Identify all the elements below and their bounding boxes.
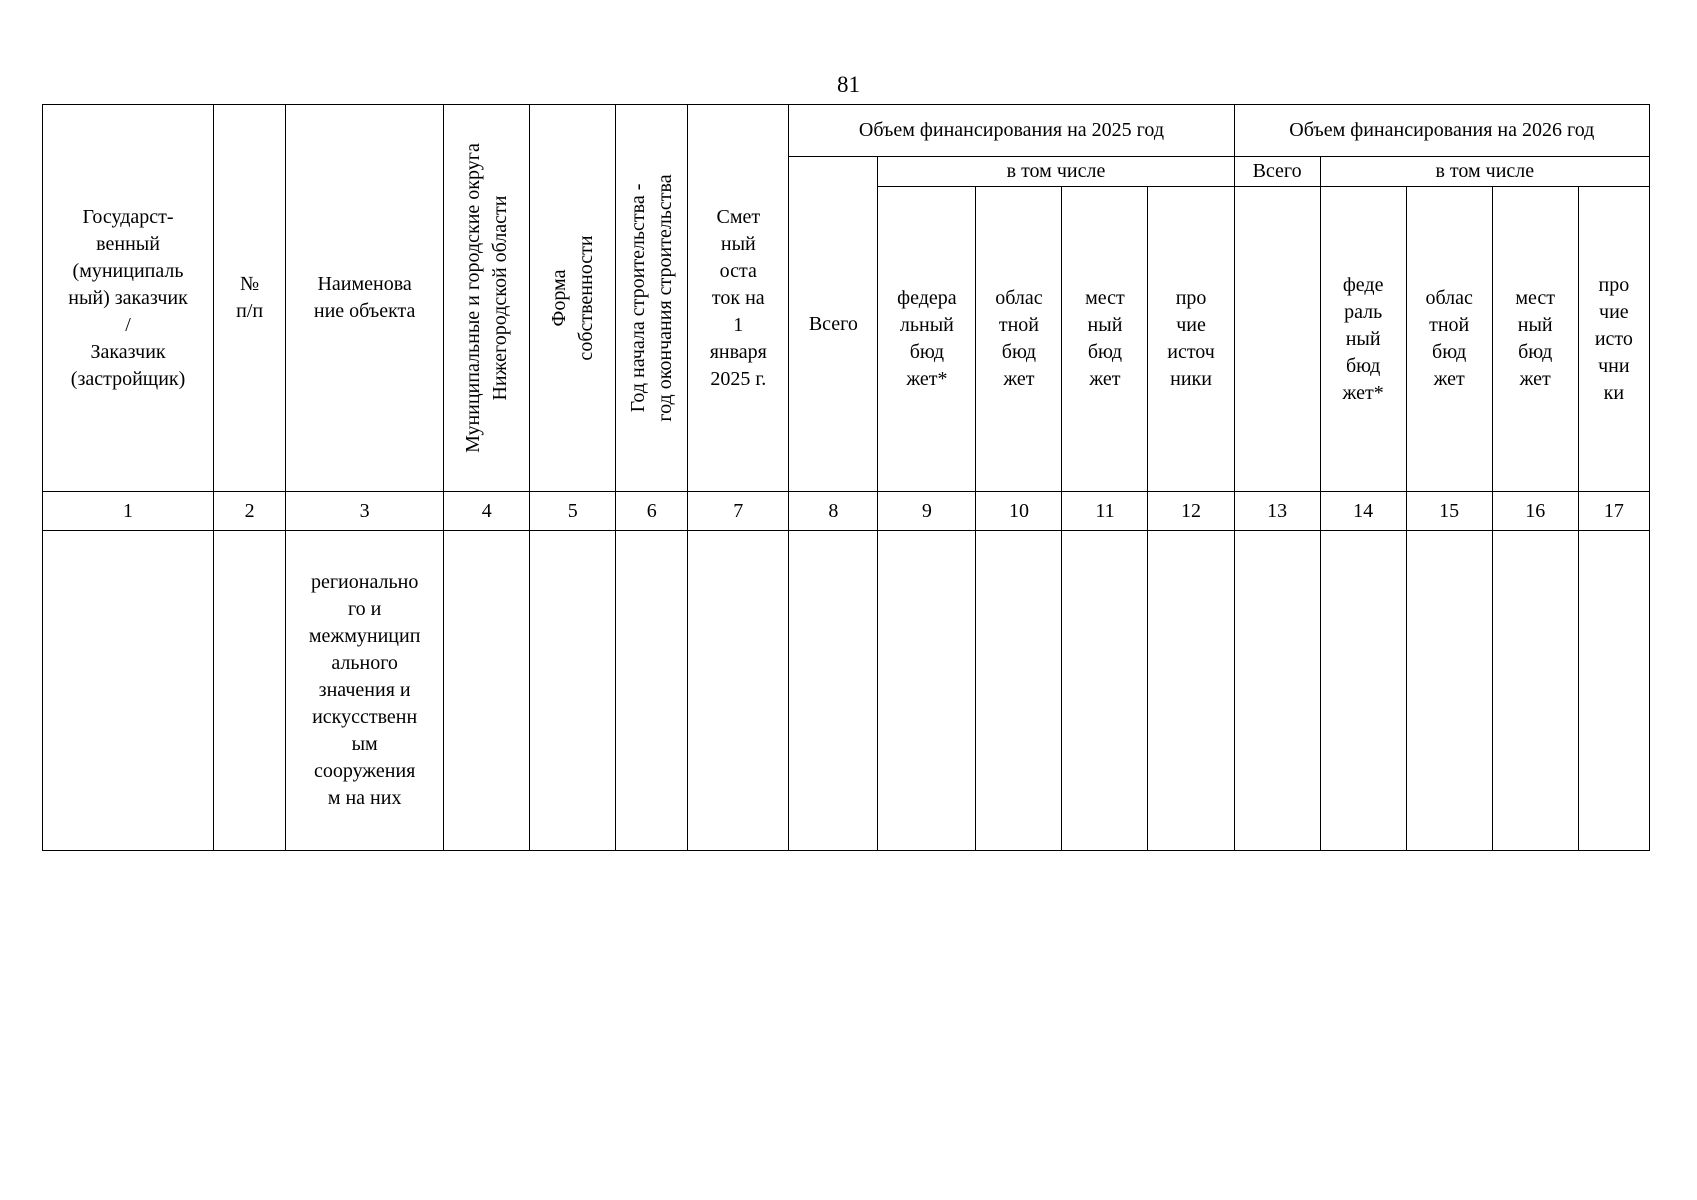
cell-construction-years (616, 531, 688, 851)
column-number: 7 (688, 492, 789, 531)
header-years-cell (616, 105, 688, 492)
column-number: 3 (286, 492, 444, 531)
header-federal-2025: федера льный бюд жет* (878, 187, 976, 492)
cell-object-name: регионально го и межмуницип ального значения и искусственн ым сооружения м на них (286, 531, 444, 851)
column-number: 15 (1406, 492, 1492, 531)
header-group-2026: Объем финансирования на 2026 год (1234, 105, 1649, 157)
cell-estimate-balance (688, 531, 789, 851)
header-including-2026: в том числе (1320, 157, 1649, 187)
cell-other-2025 (1148, 531, 1234, 851)
column-number: 10 (976, 492, 1062, 531)
column-number: 9 (878, 492, 976, 531)
cell-total-2025 (789, 531, 878, 851)
cell-local-2026 (1492, 531, 1578, 851)
header-local-2025: мест ный бюд жет (1062, 187, 1148, 492)
header-regional-2025: облас тной бюд жет (976, 187, 1062, 492)
column-number: 6 (616, 492, 688, 531)
header-total-2026: Всего (1234, 157, 1320, 187)
column-number: 13 (1234, 492, 1320, 531)
cell-regional-2026 (1406, 531, 1492, 851)
header-federal-2026: феде раль ный бюд жет* (1320, 187, 1406, 492)
header-municipality-cell (444, 105, 530, 492)
column-number: 8 (789, 492, 878, 531)
table-row (43, 531, 1650, 851)
column-number-row (43, 492, 1650, 531)
financing-table (42, 104, 1650, 851)
header-ownership-cell (530, 105, 616, 492)
column-number: 14 (1320, 492, 1406, 531)
header-group-2025: Объем финансирования на 2025 год (789, 105, 1234, 157)
column-number: 2 (214, 492, 286, 531)
header-customer: Государст- венный (муниципаль ный) заказчик / Заказчик (застройщик) (43, 105, 214, 492)
cell-ownership (530, 531, 616, 851)
cell-customer (43, 531, 214, 851)
header-ownership: Форма собственности (547, 235, 597, 361)
header-including-2025: в том числе (878, 157, 1234, 187)
header-other-2025: про чие источ ники (1148, 187, 1234, 492)
cell-row-number (214, 531, 286, 851)
header-local-2026: мест ный бюд жет (1492, 187, 1578, 492)
header-regional-2026: облас тной бюд жет (1406, 187, 1492, 492)
column-number: 5 (530, 492, 616, 531)
column-number: 17 (1578, 492, 1649, 531)
header-other-2026: про чие исто чни ки (1578, 187, 1649, 492)
cell-municipality (444, 531, 530, 851)
column-number: 1 (43, 492, 214, 531)
column-number: 16 (1492, 492, 1578, 531)
column-number: 12 (1148, 492, 1234, 531)
header-object-name: Наименова ние объекта (286, 105, 444, 492)
header-construction-years: Год начала строительства - год окончания строительства (626, 174, 676, 422)
cell-regional-2025 (976, 531, 1062, 851)
cell-federal-2026 (1320, 531, 1406, 851)
header-total-2026-blank (1234, 187, 1320, 492)
cell-total-2026 (1234, 531, 1320, 851)
cell-other-2026 (1578, 531, 1649, 851)
header-estimate-balance: Смет ный оста ток на 1 января 2025 г. (688, 105, 789, 492)
header-total-2025: Всего (789, 157, 878, 492)
header-municipality: Муниципальные и городские округа Нижегородской области (461, 143, 511, 453)
column-number: 4 (444, 492, 530, 531)
column-number: 11 (1062, 492, 1148, 531)
page-number: 81 (837, 72, 860, 97)
header-row-number: № п/п (214, 105, 286, 492)
cell-local-2025 (1062, 531, 1148, 851)
cell-federal-2025 (878, 531, 976, 851)
